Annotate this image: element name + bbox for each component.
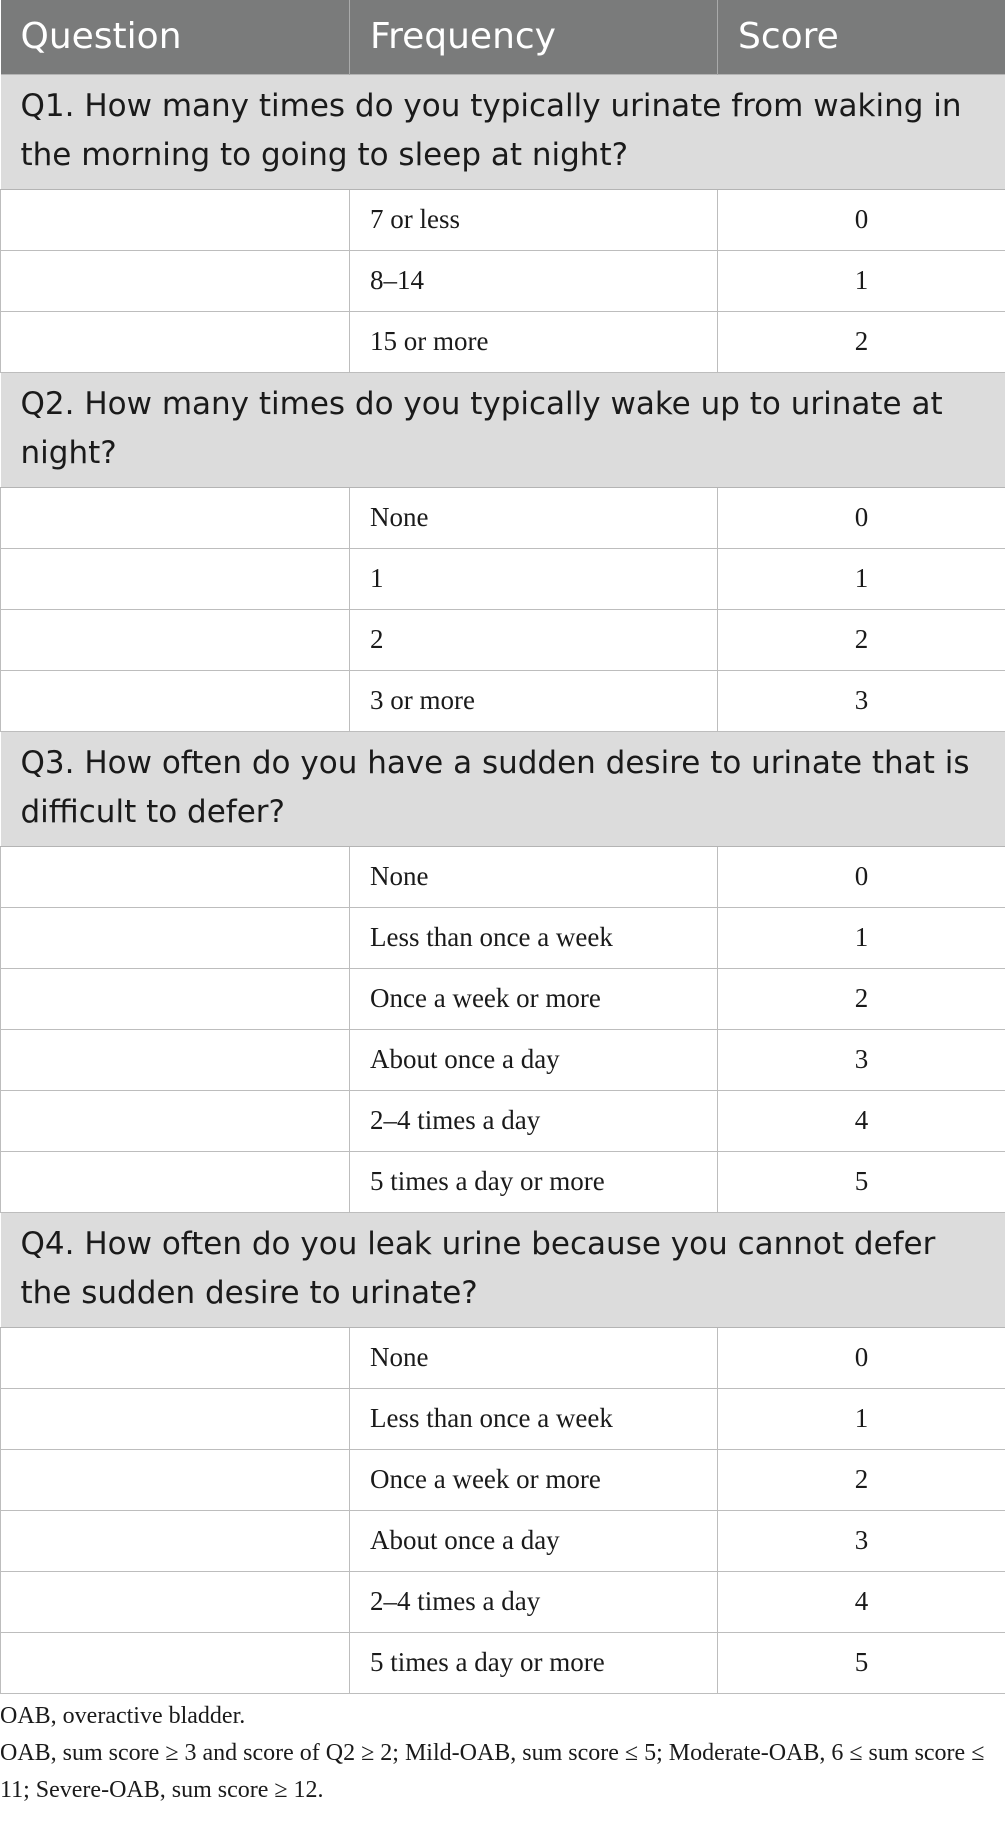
answer-row <box>1 846 1005 907</box>
footnotes <box>0 1694 1005 1809</box>
answer-row <box>1 1090 1005 1151</box>
frequency-cell: None <box>350 1327 718 1388</box>
question-row <box>1 731 1005 846</box>
score-cell: 0 <box>718 1327 1005 1388</box>
empty-question-cell <box>1 1449 350 1510</box>
empty-question-cell <box>1 846 350 907</box>
empty-question-cell <box>1 968 350 1029</box>
footnote-abbreviation: OAB, overactive bladder. <box>0 1702 246 1729</box>
empty-question-cell <box>1 311 350 372</box>
empty-question-cell <box>1 907 350 968</box>
empty-question-cell <box>1 1388 350 1449</box>
empty-question-cell <box>1 1090 350 1151</box>
frequency-cell: 8–14 <box>350 250 718 311</box>
empty-question-cell <box>1 1571 350 1632</box>
question-row <box>1 74 1005 189</box>
score-cell: 4 <box>718 1090 1005 1151</box>
question-text: Q2. How many times do you typically wake up to urinate at night? <box>1 372 1005 487</box>
answer-row <box>1 189 1005 250</box>
score-cell: 3 <box>718 670 1005 731</box>
header-question: Question <box>1 0 350 74</box>
answer-row <box>1 1449 1005 1510</box>
answer-row <box>1 968 1005 1029</box>
frequency-cell: 3 or more <box>350 670 718 731</box>
empty-question-cell <box>1 548 350 609</box>
empty-question-cell <box>1 670 350 731</box>
footnote-definition: OAB, sum score ≥ 3 and score of Q2 ≥ 2; Mild-OAB, sum score ≤ 5; Moderate-OAB, 6 ≤ sum score ≤ 11; Severe-OAB, sum score ≥ 12. <box>0 1739 985 1803</box>
question-row <box>1 372 1005 487</box>
answer-row <box>1 487 1005 548</box>
answer-row <box>1 1571 1005 1632</box>
empty-question-cell <box>1 250 350 311</box>
answer-row <box>1 609 1005 670</box>
empty-question-cell <box>1 1632 350 1693</box>
frequency-cell: Less than once a week <box>350 1388 718 1449</box>
empty-question-cell <box>1 609 350 670</box>
score-cell: 5 <box>718 1632 1005 1693</box>
answer-row <box>1 250 1005 311</box>
frequency-cell: Less than once a week <box>350 907 718 968</box>
header-frequency: Frequency <box>350 0 718 74</box>
frequency-cell: About once a day <box>350 1510 718 1571</box>
header-score: Score <box>718 0 1005 74</box>
frequency-cell: 7 or less <box>350 189 718 250</box>
empty-question-cell <box>1 1510 350 1571</box>
score-cell: 3 <box>718 1029 1005 1090</box>
frequency-cell: About once a day <box>350 1029 718 1090</box>
score-cell: 2 <box>718 609 1005 670</box>
frequency-cell: 5 times a day or more <box>350 1632 718 1693</box>
score-cell: 0 <box>718 487 1005 548</box>
empty-question-cell <box>1 1327 350 1388</box>
question-text: Q1. How many times do you typically urinate from waking in the morning to going to sleep at night? <box>1 74 1005 189</box>
frequency-cell: 15 or more <box>350 311 718 372</box>
frequency-cell: None <box>350 846 718 907</box>
answer-row <box>1 1632 1005 1693</box>
frequency-cell: 2–4 times a day <box>350 1571 718 1632</box>
score-cell: 5 <box>718 1151 1005 1212</box>
frequency-cell: 5 times a day or more <box>350 1151 718 1212</box>
score-cell: 1 <box>718 907 1005 968</box>
empty-question-cell <box>1 189 350 250</box>
answer-row <box>1 907 1005 968</box>
frequency-cell: 2 <box>350 609 718 670</box>
score-cell: 2 <box>718 1449 1005 1510</box>
score-cell: 4 <box>718 1571 1005 1632</box>
frequency-cell: None <box>350 487 718 548</box>
empty-question-cell <box>1 1029 350 1090</box>
score-cell: 1 <box>718 548 1005 609</box>
question-text: Q3. How often do you have a sudden desire to urinate that is difficult to defer? <box>1 731 1005 846</box>
answer-row <box>1 1327 1005 1388</box>
frequency-cell: 1 <box>350 548 718 609</box>
score-cell: 1 <box>718 1388 1005 1449</box>
question-text: Q4. How often do you leak urine because you cannot defer the sudden desire to urinate? <box>1 1212 1005 1327</box>
score-cell: 3 <box>718 1510 1005 1571</box>
question-row <box>1 1212 1005 1327</box>
frequency-cell: Once a week or more <box>350 968 718 1029</box>
empty-question-cell <box>1 487 350 548</box>
answer-row <box>1 548 1005 609</box>
score-cell: 0 <box>718 189 1005 250</box>
score-cell: 1 <box>718 250 1005 311</box>
answer-row <box>1 670 1005 731</box>
score-cell: 2 <box>718 311 1005 372</box>
answer-row <box>1 1029 1005 1090</box>
empty-question-cell <box>1 1151 350 1212</box>
answer-row <box>1 1510 1005 1571</box>
answer-row <box>1 1151 1005 1212</box>
header-row <box>1 0 1005 74</box>
frequency-cell: 2–4 times a day <box>350 1090 718 1151</box>
table-body <box>1 74 1005 1693</box>
score-cell: 0 <box>718 846 1005 907</box>
answer-row <box>1 311 1005 372</box>
frequency-cell: Once a week or more <box>350 1449 718 1510</box>
score-cell: 2 <box>718 968 1005 1029</box>
answer-row <box>1 1388 1005 1449</box>
